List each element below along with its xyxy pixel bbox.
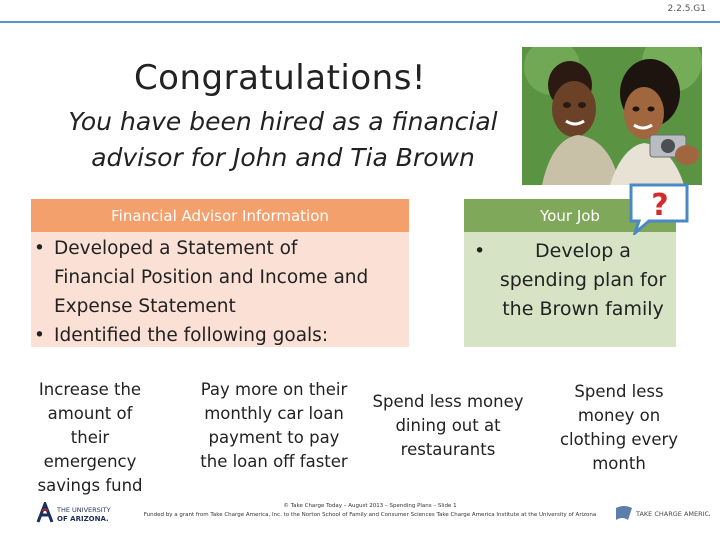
question-bubble-svg <box>627 181 691 235</box>
bullet-line: Financial Position and Income and <box>54 267 369 288</box>
slide-title: Congratulations! <box>133 58 427 98</box>
bullet-line: Identified the following goals: <box>54 325 329 346</box>
ua-logo-line-2: OF ARIZONA. <box>57 515 109 523</box>
footer-text <box>110 502 630 520</box>
goal-clothing <box>550 380 688 476</box>
goal-car-loan <box>194 378 354 474</box>
footer-line-1: © Take Charge Today – August 2013 – Spending Plans – Slide 1 <box>283 503 457 509</box>
bullet-line: Developed a Statement of <box>54 238 298 259</box>
job-line: Develop a <box>535 240 631 262</box>
your-job-text <box>474 237 674 324</box>
slide-subtitle <box>48 104 518 176</box>
ua-logo-svg <box>36 502 116 524</box>
subtitle-line-2: advisor for John and Tia Brown <box>91 143 475 172</box>
goal-line: the loan off faster <box>200 452 348 471</box>
goal-line: dining out at <box>395 416 501 435</box>
slide-number: 2.2.5.G1 <box>667 4 706 14</box>
goal-line: payment to pay <box>208 428 340 447</box>
question-mark: ? <box>651 188 669 223</box>
goal-line: money on <box>577 406 661 425</box>
couple-photo-illustration <box>522 47 702 185</box>
bullet-icon: • <box>34 325 45 346</box>
goal-line: Increase the <box>38 380 142 399</box>
bullet-icon: • <box>474 240 486 262</box>
tca-logo-text: TAKE CHARGE AMERICA <box>636 510 710 518</box>
subtitle-line-1: You have been hired as a financial <box>68 107 498 136</box>
goal-line: Pay more on their <box>200 380 348 399</box>
bullet-icon: • <box>34 238 45 259</box>
advisor-info-list <box>34 234 406 350</box>
question-bubble-icon <box>627 181 691 235</box>
top-rule <box>0 0 720 23</box>
goal-line: monthly car loan <box>204 404 344 423</box>
goal-line: Spend less <box>574 382 664 401</box>
list-item <box>34 321 406 350</box>
take-charge-america-logo <box>614 502 710 524</box>
goal-emergency-fund <box>26 378 154 498</box>
ua-logo-line-1: THE UNIVERSITY <box>57 506 111 514</box>
goal-line: savings fund <box>37 476 143 495</box>
goal-line: Spend less money <box>372 392 524 411</box>
tca-logo-svg <box>614 502 710 524</box>
list-item <box>34 234 406 321</box>
couple-photo <box>522 47 702 185</box>
goal-line: month <box>592 454 646 473</box>
your-job-header: Your Job <box>464 199 676 232</box>
goal-dining-out <box>368 390 528 462</box>
goal-line: amount of their <box>47 404 133 447</box>
advisor-info-header: Financial Advisor Information <box>31 199 409 232</box>
job-line: the Brown family <box>502 298 664 320</box>
university-of-arizona-logo <box>36 502 116 524</box>
goal-line: emergency <box>43 452 137 471</box>
goal-line: clothing every <box>559 430 679 449</box>
bullet-line: Expense Statement <box>54 296 236 317</box>
footer-line-2: Funded by a grant from Take Charge America, Inc. to the Norton School of Family and Consumer Sciences Take Charge America Institute at the University of Arizona <box>143 512 597 518</box>
goal-line: restaurants <box>400 440 496 459</box>
job-line: spending plan for <box>499 269 667 291</box>
